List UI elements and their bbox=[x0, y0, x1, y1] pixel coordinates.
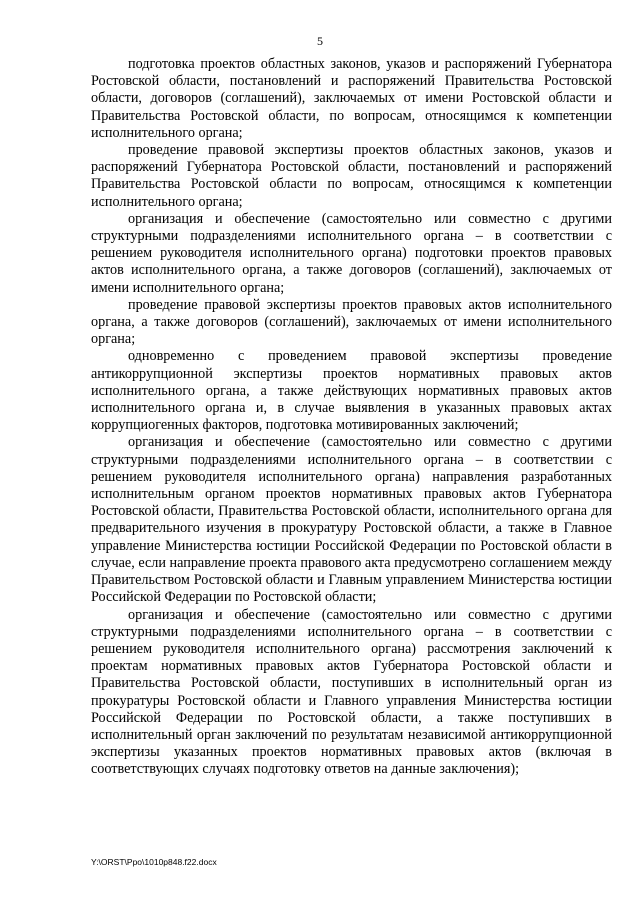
paragraph: проведение правовой экспертизы проектов областных законов, указов и распоряжений Губернатора Ростовской области, постановлений и распоряжений Правительства Ростовской области по вопросам, относящимся к компетенции исполнительного органа; bbox=[91, 142, 612, 210]
paragraph: организация и обеспечение (самостоятельно или совместно с другими структурными подразделениями исполнительного органа – в соответствии с решением руководителя исполнительного органа) рассмотрения заключений к проектам нормативных правовых актов Губернатора Ростовской области и Правительства Ростовской области, поступивших в исполнительный орган из прокуратуры Ростовской области и Главного управления Министерства юстиции Российской Федерации по Ростовской области, а также поступивших в исполнительный орган заключений по результатам независимой антикоррупционной экспертизы указанных проектов нормативных правовых актов (включая в соответствующих случаях подготовку ответов на данные заключения); bbox=[91, 606, 612, 778]
page-number: 5 bbox=[317, 34, 323, 48]
paragraph: подготовка проектов областных законов, указов и распоряжений Губернатора Ростовской области, постановлений и распоряжений Правительства Ростовской области, договоров (соглашений), заключаемых от имени Ростовской области и Правительства Ростовской области, по вопросам, относящимся к компетенции исполнительного органа; bbox=[91, 56, 612, 141]
paragraph: организация и обеспечение (самостоятельно или совместно с другими структурными подразделениями исполнительного органа – в соответствии с решением руководителя исполнительного органа) подготовки проектов правовых актов исполнительного органа, а также договоров (соглашений), заключаемых от имени исполнительного органа; bbox=[91, 210, 612, 296]
paragraph: одновременно с проведением правовой экспертизы проведение антикоррупционной экспертизы проектов нормативных правовых актов исполнительного органа, а также действующих нормативных правовых актов исполнительного органа и, в случае выявления в указанных правовых актах коррупциогенных факторов, подготовка мотивированных заключений; bbox=[91, 348, 612, 434]
paragraph: организация и обеспечение (самостоятельно или совместно с другими структурными подразделениями исполнительного органа – в соответствии с решением руководителя исполнительного органа) направления разработанных исполнительным органом проектов нормативных правовых актов Губернатора Ростовской области, Правительства Ростовской области, исполнительного органа для предварительного изучения в прокуратуру Ростовской области, а также в Главное управление Министерства юстиции Российской Федерации по Ростовской области в случае, если направление проекта правового акта предусмотрено соглашением между Правительством Ростовской области и Главным управлением Министерства юстиции Российской Федерации по Ростовской области; bbox=[91, 434, 612, 606]
document-body bbox=[91, 56, 612, 779]
file-path-footer: Y:\ORST\Ppo\1010p848.f22.docx bbox=[91, 857, 217, 867]
paragraph: проведение правовой экспертизы проектов правовых актов исполнительного органа, а также договоров (соглашений), заключаемых от имени исполнительного органа; bbox=[91, 296, 612, 348]
